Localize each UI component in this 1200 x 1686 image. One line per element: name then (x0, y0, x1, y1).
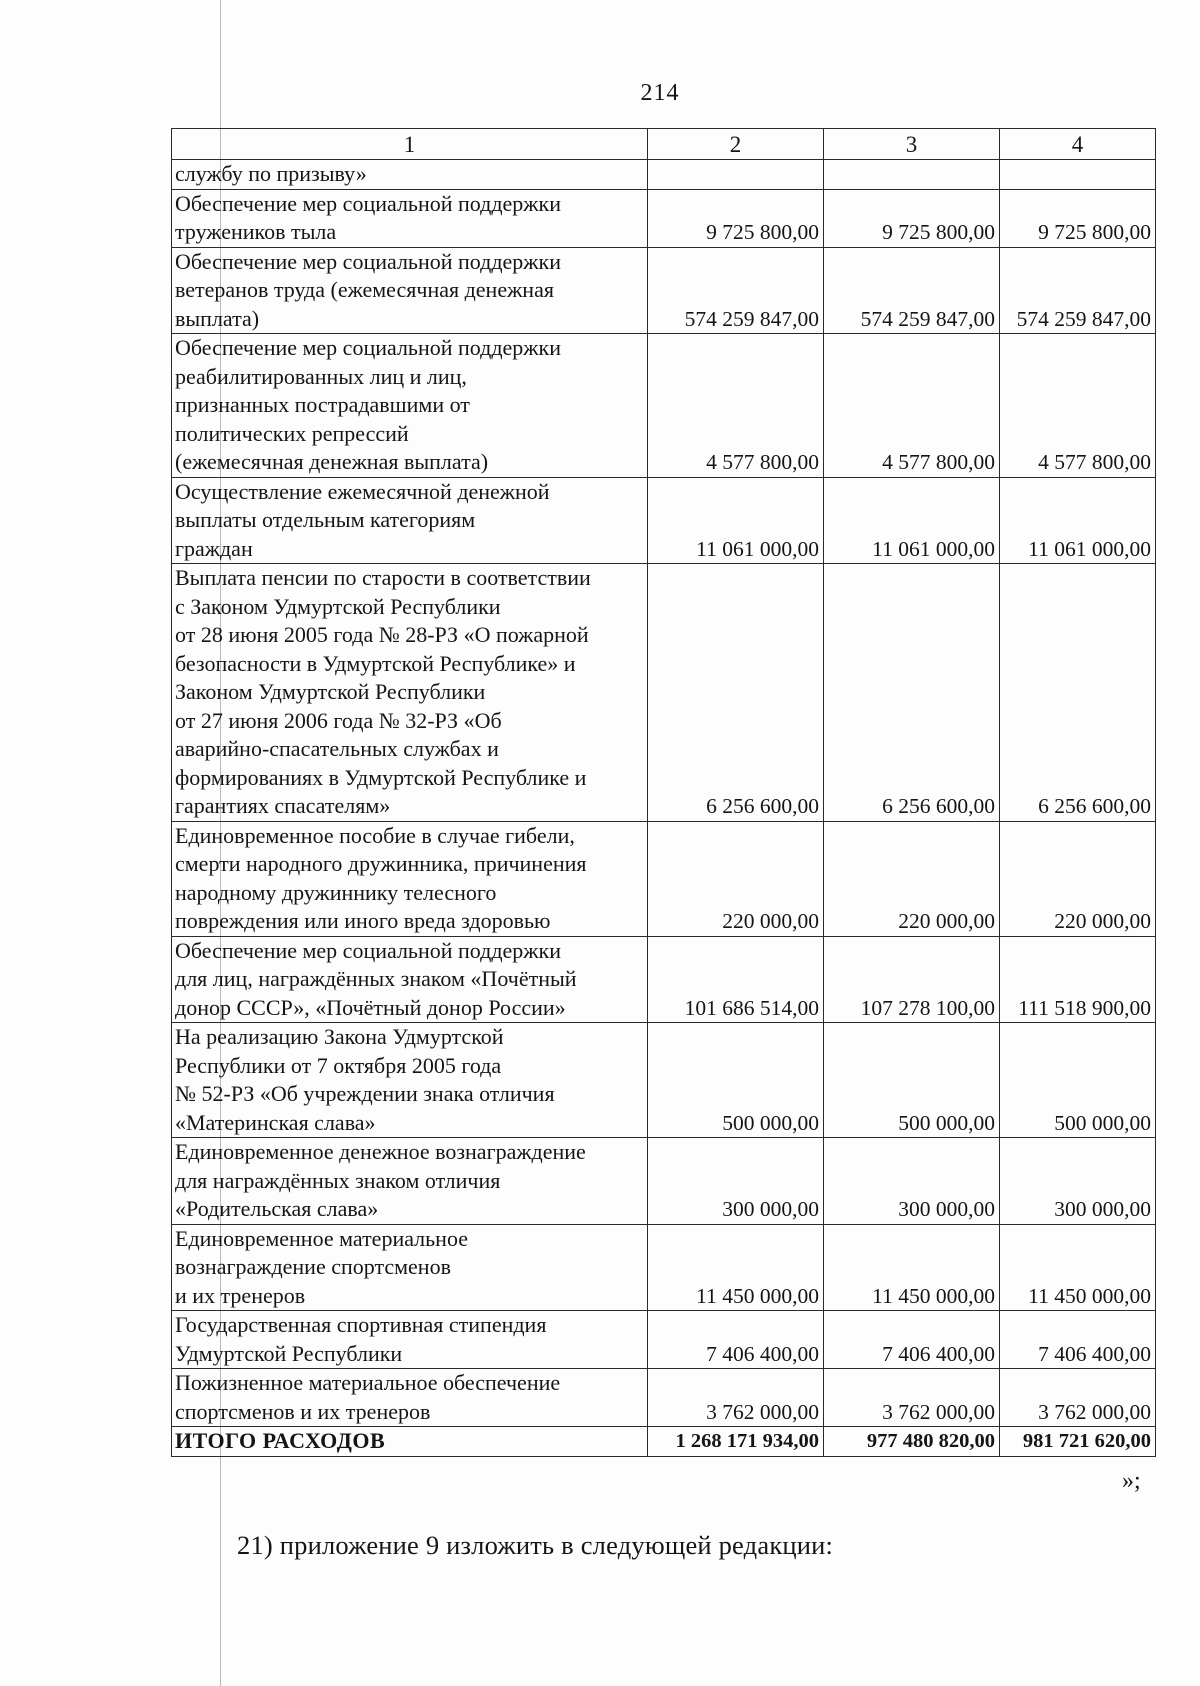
row-label: службу по призыву» (172, 160, 648, 190)
row-value-col3: 574 259 847,00 (824, 247, 1000, 334)
table-row (172, 334, 1156, 478)
row-value-col3 (824, 160, 1000, 190)
row-value-col2: 7 406 400,00 (648, 1311, 824, 1369)
table-header-row (172, 129, 1156, 160)
table-row (172, 247, 1156, 334)
row-value-col4: 574 259 847,00 (1000, 247, 1156, 334)
row-value-col2: 6 256 600,00 (648, 564, 824, 822)
row-label: Обеспечение мер социальной поддержки ветеранов труда (ежемесячная денежная выплата) (172, 247, 648, 334)
row-value-col3: 6 256 600,00 (824, 564, 1000, 822)
row-value-col2: 101 686 514,00 (648, 936, 824, 1023)
row-value-col3: 300 000,00 (824, 1138, 1000, 1225)
row-label: Единовременное пособие в случае гибели, смерти народного дружинника, причинения народному дружиннику телесного повреждения или иного вреда здоровью (172, 821, 648, 936)
table-row (172, 189, 1156, 247)
row-value-col2: 11 450 000,00 (648, 1224, 824, 1311)
row-label: Пожизненное материальное обеспечение спортсменов и их тренеров (172, 1369, 648, 1427)
row-value-col3: 7 406 400,00 (824, 1311, 1000, 1369)
table-row (172, 564, 1156, 822)
row-value-col4: 9 725 800,00 (1000, 189, 1156, 247)
column-header-4: 4 (1000, 129, 1156, 160)
row-value-col4: 6 256 600,00 (1000, 564, 1156, 822)
row-value-col2: 4 577 800,00 (648, 334, 824, 478)
row-label: Единовременное материальное вознаграждение спортсменов и их тренеров (172, 1224, 648, 1311)
expenditure-table (171, 128, 1156, 1457)
column-header-3: 3 (824, 129, 1000, 160)
row-value-col4: 7 406 400,00 (1000, 1311, 1156, 1369)
row-value-col3: 4 577 800,00 (824, 334, 1000, 478)
table-row (172, 1138, 1156, 1225)
table-row (172, 1023, 1156, 1138)
table-row (172, 1369, 1156, 1427)
row-value-col4: 4 577 800,00 (1000, 334, 1156, 478)
row-value-col4: 111 518 900,00 (1000, 936, 1156, 1023)
row-value-col3: 9 725 800,00 (824, 189, 1000, 247)
row-value-col4: 220 000,00 (1000, 821, 1156, 936)
row-value-col4: 11 450 000,00 (1000, 1224, 1156, 1311)
row-value-col2: 3 762 000,00 (648, 1369, 824, 1427)
table-row (172, 160, 1156, 190)
row-value-col2: 220 000,00 (648, 821, 824, 936)
table-row (172, 936, 1156, 1023)
row-label: Обеспечение мер социальной поддержки тружеников тыла (172, 189, 648, 247)
row-value-col2: 300 000,00 (648, 1138, 824, 1225)
table-row (172, 477, 1156, 564)
row-label: Осуществление ежемесячной денежной выплаты отдельным категориям граждан (172, 477, 648, 564)
total-value-col4: 981 721 620,00 (1000, 1427, 1156, 1457)
row-value-col3: 220 000,00 (824, 821, 1000, 936)
total-value-col2: 1 268 171 934,00 (648, 1427, 824, 1457)
amendment-instruction: 21) приложение 9 изложить в следующей редакции: (237, 1530, 834, 1560)
row-value-col2: 11 061 000,00 (648, 477, 824, 564)
row-value-col3: 11 061 000,00 (824, 477, 1000, 564)
total-row (172, 1427, 1156, 1457)
row-value-col4: 300 000,00 (1000, 1138, 1156, 1225)
column-header-2: 2 (648, 129, 824, 160)
row-value-col3: 107 278 100,00 (824, 936, 1000, 1023)
row-value-col4: 3 762 000,00 (1000, 1369, 1156, 1427)
row-label: На реализацию Закона Удмуртской Республики от 7 октября 2005 года № 52-РЗ «Об учреждении знака отличия «Материнская слава» (172, 1023, 648, 1138)
row-label: Государственная спортивная стипендия Удмуртской Республики (172, 1311, 648, 1369)
row-value-col4 (1000, 160, 1156, 190)
row-label: Обеспечение мер социальной поддержки для лиц, награждённых знаком «Почётный донор СССР», «Почётный донор России» (172, 936, 648, 1023)
row-value-col2: 9 725 800,00 (648, 189, 824, 247)
table-row (172, 821, 1156, 936)
row-value-col3: 500 000,00 (824, 1023, 1000, 1138)
row-value-col2: 574 259 847,00 (648, 247, 824, 334)
closing-quote: »; (1122, 1468, 1141, 1494)
row-value-col2 (648, 160, 824, 190)
row-value-col4: 500 000,00 (1000, 1023, 1156, 1138)
row-value-col3: 11 450 000,00 (824, 1224, 1000, 1311)
row-value-col4: 11 061 000,00 (1000, 477, 1156, 564)
row-label: Выплата пенсии по старости в соответствии с Законом Удмуртской Республики от 28 июня 2005 года № 28-РЗ «О пожарной безопасности в Удмуртской Республике» и Законом Удмуртской Республики от 27 июня 2006 года № 32-РЗ «Об аварийно-спасательных службах и формированиях в Удмуртской Республике и гарантиях спасателям» (172, 564, 648, 822)
page-number: 214 (640, 80, 680, 106)
row-label: Единовременное денежное вознаграждение для награждённых знаком отличия «Родительская слава» (172, 1138, 648, 1225)
row-value-col3: 3 762 000,00 (824, 1369, 1000, 1427)
table-row (172, 1311, 1156, 1369)
total-value-col3: 977 480 820,00 (824, 1427, 1000, 1457)
table-row (172, 1224, 1156, 1311)
row-value-col2: 500 000,00 (648, 1023, 824, 1138)
total-label: ИТОГО РАСХОДОВ (172, 1427, 648, 1457)
row-label: Обеспечение мер социальной поддержки реабилитированных лиц и лиц, признанных пострадавшими от политических репрессий (ежемесячная денежная выплата) (172, 334, 648, 478)
column-header-1: 1 (172, 129, 648, 160)
